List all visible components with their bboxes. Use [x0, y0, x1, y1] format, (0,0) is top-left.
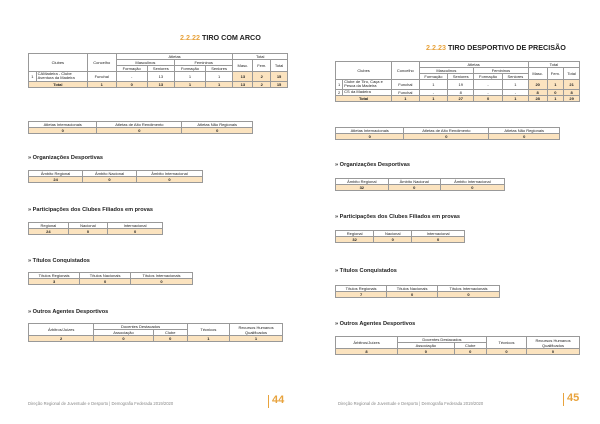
col-seniores: Seniores — [448, 74, 474, 80]
cell: 0 — [398, 349, 454, 355]
col-header: Regional — [336, 231, 374, 237]
col-totalcol: Total — [271, 60, 288, 72]
cell: 0 — [97, 128, 182, 134]
cell: 1 — [502, 80, 528, 90]
cell: 0 — [29, 128, 97, 134]
col-header: Recursos Humanos Qualificados — [527, 337, 580, 349]
col-header: Atletas Não Regionais — [489, 128, 560, 134]
col-header: Títulos Internacionais — [438, 286, 500, 292]
col-header: Títulos Regionais — [29, 273, 80, 279]
cell: 0 — [374, 237, 412, 243]
table-row — [29, 72, 288, 82]
col-formacao: Formação — [116, 66, 147, 72]
cell: 0 — [387, 292, 438, 298]
cell: 19 — [448, 80, 474, 90]
cell: 0 — [440, 185, 504, 191]
col-header: Atletas Não Regionais — [182, 122, 253, 128]
col-header: Nacional — [374, 231, 412, 237]
right-page — [300, 0, 600, 424]
cell: 28 — [528, 95, 547, 101]
col-header: Técnicos — [486, 337, 526, 349]
col-header: Atletas Internacionais — [29, 122, 97, 128]
cell: 0 — [153, 336, 187, 342]
cell: 15 — [271, 72, 288, 82]
cell: 0 — [68, 229, 107, 235]
cell: 8 — [528, 89, 547, 95]
cell: - — [502, 89, 528, 95]
cell: 8 — [564, 89, 580, 95]
col-concelho: Concelho — [87, 54, 116, 72]
cell: 0 — [489, 134, 560, 140]
cell: 1 — [547, 80, 564, 90]
col-total: Total — [233, 54, 288, 60]
cell: 15 — [271, 81, 288, 87]
section-heading: » Organizações Desportivas — [28, 155, 103, 161]
col-header: Atletas de Alto Rendimento — [404, 128, 489, 134]
col-femininos: Femininos — [474, 68, 529, 74]
section-heading: » Outros Agentes Desportivos — [28, 309, 109, 315]
cell: 2 — [29, 336, 94, 342]
cell: 1 — [419, 80, 448, 90]
col-seniores: Seniores — [205, 66, 233, 72]
col-header: Atletas Internacionais — [336, 128, 404, 134]
col-header: Internacional — [108, 223, 163, 229]
page-number: 45 — [567, 392, 580, 404]
col-header: Regional — [29, 223, 69, 229]
table-row — [336, 80, 580, 90]
concelho: Funchal — [392, 89, 419, 95]
total-label: Total — [336, 95, 392, 101]
row-number: 2 — [336, 89, 343, 95]
row-number: 1 — [29, 72, 37, 82]
col-atletas: Atletas — [419, 62, 528, 68]
cell: 1 — [230, 336, 283, 342]
clubs-table — [28, 53, 288, 88]
section-heading: TIRO DESPORTIVO DE PRECISÃO — [447, 43, 566, 52]
col-masculinos: Masculinos — [419, 68, 474, 74]
col-header: Âmbito Nacional — [83, 171, 137, 177]
total-row — [336, 95, 580, 101]
section-heading: » Participações dos Clubes Filiados em provas — [335, 214, 460, 220]
cell: 1 — [419, 95, 448, 101]
section-heading: » Títulos Conquistados — [335, 268, 397, 274]
col-total: Total — [528, 62, 579, 68]
concelho: Funchal — [87, 72, 116, 82]
col-header: Âmbito Nacional — [388, 179, 440, 185]
col-totalcol: Total — [564, 68, 580, 80]
cell: 7 — [336, 292, 387, 298]
col-fem: Fem. — [547, 68, 564, 80]
org-table — [335, 178, 505, 191]
section-title — [426, 43, 566, 52]
col-header: Associação — [94, 330, 153, 336]
col-header: Docentes Destacados — [94, 324, 187, 330]
col-concelho: Concelho — [392, 62, 419, 80]
clubs-table — [335, 61, 580, 102]
col-header: Âmbito Internacional — [136, 171, 202, 177]
cell: 3 — [29, 279, 80, 285]
cell: 0 — [547, 89, 564, 95]
col-header: Docentes Destacados — [398, 337, 487, 343]
col-femininos: Femininos — [175, 60, 233, 66]
col-header: Internacional — [412, 231, 465, 237]
col-formacao: Formação — [474, 74, 503, 80]
col-seniores: Seniores — [147, 66, 175, 72]
cell: 2 — [253, 81, 271, 87]
section-heading: » Participações dos Clubes Filiados em provas — [28, 207, 153, 213]
col-header: Associação — [398, 343, 454, 349]
athletes-table — [28, 121, 253, 134]
col-atletas: Atletas — [116, 54, 233, 60]
titles-table — [28, 272, 193, 285]
col-formacao: Formação — [175, 66, 206, 72]
agents-table — [335, 336, 580, 355]
cell: - — [419, 89, 448, 95]
col-header: Títulos Nacionais — [80, 273, 131, 279]
col-header: Âmbito Regional — [336, 179, 389, 185]
cell: 32 — [336, 237, 374, 243]
cell: 1 — [547, 95, 564, 101]
section-title — [180, 33, 261, 42]
page-number: 44 — [272, 394, 285, 406]
cell: 0 — [131, 279, 193, 285]
titles-table — [335, 285, 500, 298]
cell: 0 — [83, 177, 137, 183]
cell: 27 — [448, 95, 474, 101]
org-table — [28, 170, 203, 183]
concelho: Funchal — [392, 80, 419, 90]
cell: 0 — [527, 349, 580, 355]
col-header: Clube — [454, 343, 486, 349]
athletes-table — [335, 127, 560, 140]
cell: 1 — [205, 81, 233, 87]
cell: 1 — [502, 95, 528, 101]
section-heading: » Títulos Conquistados — [28, 258, 90, 264]
cell: 1 — [175, 81, 206, 87]
col-header: Títulos Regionais — [336, 286, 387, 292]
col-fem: Fem. — [253, 60, 271, 72]
cell: 0 — [438, 292, 500, 298]
total-label: Total — [29, 81, 88, 87]
club-name: Clube de Tiro, Caça e Pesca da Madeira — [343, 80, 392, 90]
cell: 0 — [404, 134, 489, 140]
cell: 32 — [336, 185, 389, 191]
cell: 8 — [336, 349, 398, 355]
agents-table — [28, 323, 283, 342]
club-name: CAMadeira - Clube Aventura da Madeira — [36, 72, 87, 82]
col-header: Árbitros/Juízes — [29, 324, 94, 336]
cell: 2 — [253, 72, 271, 82]
col-header: Nacional — [68, 223, 107, 229]
footer-bar — [563, 393, 564, 406]
cell: 13 — [233, 72, 253, 82]
col-clubes: Clubes — [336, 62, 392, 80]
cell: 0 — [108, 229, 163, 235]
cell: 0 — [454, 349, 486, 355]
col-header: Títulos Nacionais — [387, 286, 438, 292]
cell: 0 — [136, 177, 202, 183]
section-number: 2.2.22 — [180, 33, 200, 42]
col-header: Âmbito Internacional — [440, 179, 504, 185]
col-clubes: Clubes — [29, 54, 88, 72]
col-masculinos: Masculinos — [116, 60, 174, 66]
col-seniores: Seniores — [502, 74, 528, 80]
participation-table — [28, 222, 163, 235]
cell: - — [116, 72, 147, 82]
cell: 1 — [87, 81, 116, 87]
cell: 1 — [187, 336, 229, 342]
club-name: CS da Madeira — [343, 89, 392, 95]
cell: 0 — [486, 349, 526, 355]
cell: 29 — [564, 95, 580, 101]
col-header: Clube — [153, 330, 187, 336]
cell: 8 — [448, 89, 474, 95]
cell: 0 — [336, 134, 404, 140]
page-footer: Direção Regional de Juventude e Desporto | Demografia Federada 2019/2020 — [28, 401, 174, 406]
cell: 0 — [388, 185, 440, 191]
cell: 0 — [94, 336, 153, 342]
section-heading: » Outros Agentes Desportivos — [335, 321, 416, 327]
section-heading: TIRO COM ARCO — [201, 33, 261, 42]
cell: 20 — [528, 80, 547, 90]
cell: 0 — [182, 128, 253, 134]
row-number: 1 — [336, 80, 343, 90]
cell: 13 — [147, 72, 175, 82]
col-header: Recursos Humanos Qualificados — [230, 324, 283, 336]
cell: - — [474, 80, 503, 90]
col-masc: Masc. — [528, 68, 547, 80]
cell: 24 — [29, 229, 69, 235]
col-masc: Masc. — [233, 60, 253, 72]
section-number: 2.2.23 — [426, 43, 446, 52]
cell: 13 — [147, 81, 175, 87]
cell: 21 — [564, 80, 580, 90]
cell: - — [474, 89, 503, 95]
page-footer: Direção Regional de Juventude e Desporto | Demografia Federada 2019/2020 — [338, 401, 484, 406]
col-header: Âmbito Regional — [29, 171, 83, 177]
cell: 24 — [29, 177, 83, 183]
section-heading: » Organizações Desportivas — [335, 162, 410, 168]
cell: 1 — [175, 72, 206, 82]
participation-table — [335, 230, 465, 243]
col-header: Títulos Internacionais — [131, 273, 193, 279]
col-formacao: Formação — [419, 74, 448, 80]
cell: 0 — [116, 81, 147, 87]
cell: 0 — [412, 237, 465, 243]
total-row — [29, 81, 288, 87]
cell: 0 — [80, 279, 131, 285]
cell: 13 — [233, 81, 253, 87]
cell: 1 — [205, 72, 233, 82]
col-header: Árbitros/Juízes — [336, 337, 398, 349]
cell: 0 — [474, 95, 503, 101]
col-header: Atletas de Alto Rendimento — [97, 122, 182, 128]
col-header: Técnicos — [187, 324, 229, 336]
cell: 1 — [392, 95, 419, 101]
footer-bar — [268, 395, 269, 408]
